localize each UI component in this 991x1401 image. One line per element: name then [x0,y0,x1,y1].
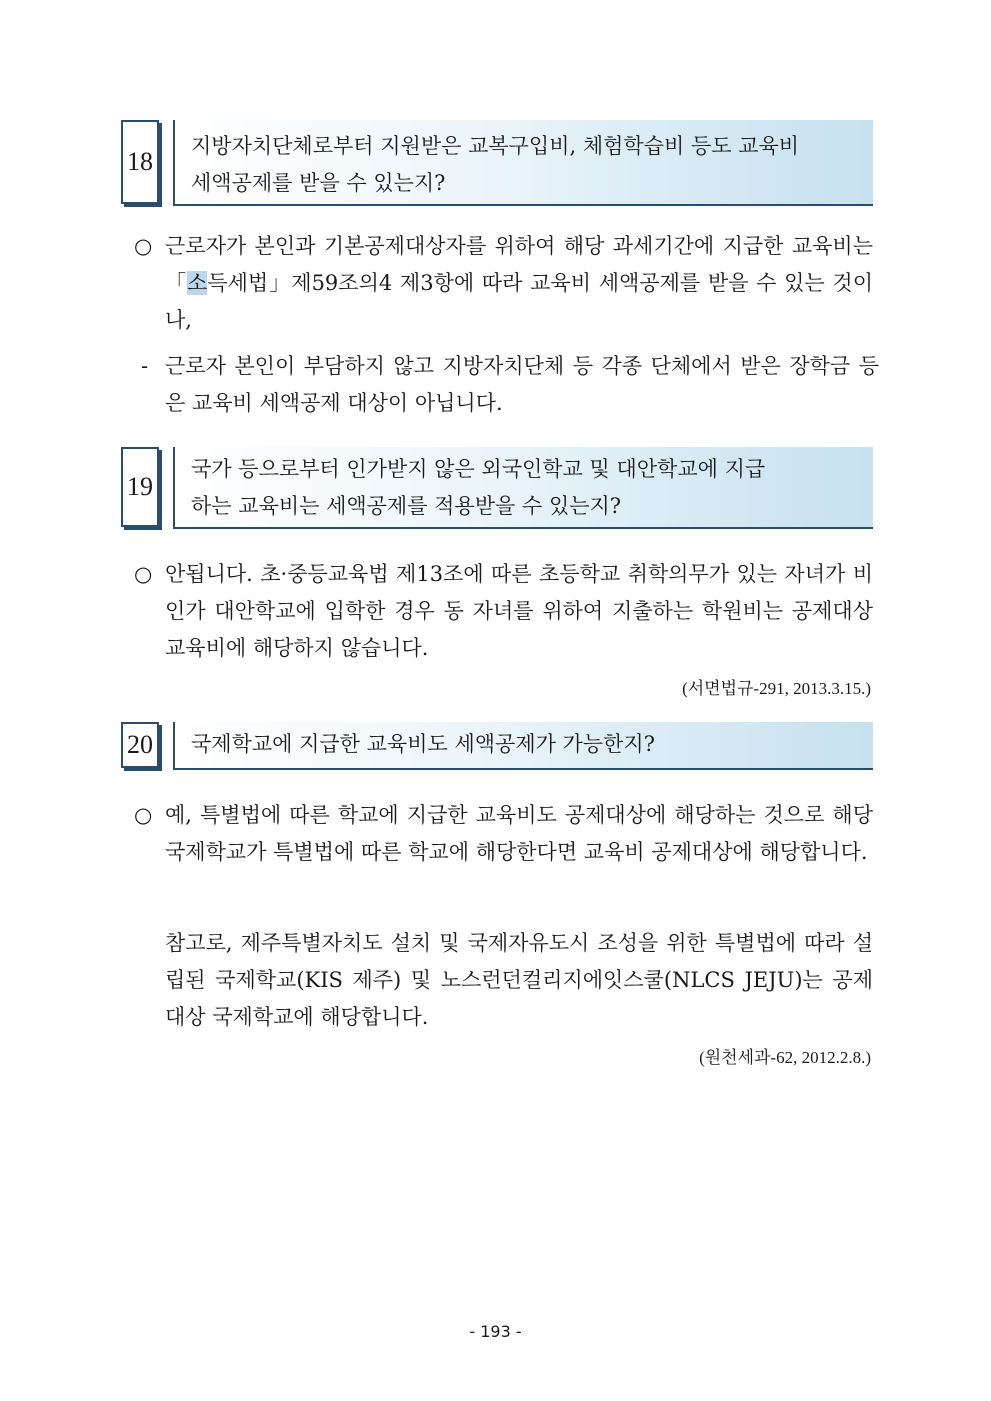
question-line: 국가 등으로부터 인가받지 않은 외국인학교 및 대안학교에 지급 [191,457,766,481]
question-20 [121,722,873,770]
question-line: 하는 교육비는 세액공제를 적용받을 수 있는지? [191,494,622,518]
page-number: - 193 - [469,1322,522,1341]
answer-paragraph [165,228,873,339]
citation: (서면법규-291, 2013.3.15.) [682,679,871,698]
citation: (원천세과-62, 2012.2.8.) [699,1048,871,1067]
circle-bullet: ○ [134,562,153,586]
question-19 [121,447,873,529]
answer-paragraph: 참고로, 제주특별자치도 설치 및 국제자유도시 조성을 위한 특별법에 따라 설립된 국제학교(KIS 제주) 및 노스런던컬리지에잇스쿨(NLCS JEJU)는 공제대상 국제학교에 해당합니다. [165,931,873,1029]
circle-bullet: ○ [134,234,153,258]
question-line: 지방자치단체로부터 지원받은 교복구입비, 체험학습비 등도 교육비 [191,134,800,158]
answer-text: 근로자가 본인과 기본공제대상자를 위하여 해당 과세기간에 지급한 교육비는「 [165,234,873,295]
question-line: 국제학교에 지급한 교육비도 세액공제가 가능한지? [191,732,655,756]
question-text [173,722,873,770]
question-line: 세액공제를 받을 수 있는지? [191,171,446,195]
question-18 [121,120,873,206]
answer-paragraph: 예, 특별법에 따른 학교에 지급한 교육비도 공제대상에 해당하는 것으로 해당 국제학교가 특별법에 따른 학교에 해당한다면 교육비 공제대상에 해당합니다. [165,803,873,864]
question-number: 19 [121,447,159,527]
circle-bullet: ○ [134,803,153,827]
dash-bullet: - [141,354,149,378]
answer-text: 득세법」제59조의4 제3항에 따라 교육비 세액공제를 받을 수 있는 것이나, [165,271,874,332]
answer-paragraph: 안됩니다. 초·중등교육법 제13조에 따른 초등학교 취학의무가 있는 자녀가 비인가 대안학교에 입학한 경우 동 자녀를 위하여 지출하는 학원비는 공제대상 교육비에 해당하지 않습니다. [165,562,873,660]
question-number: 18 [121,120,159,204]
highlighted-text: 소 [187,271,208,295]
question-text [173,120,873,206]
answer-paragraph: 근로자 본인이 부담하지 않고 지방자치단체 등 각종 단체에서 받은 장학금 등은 교육비 세액공제 대상이 아닙니다. [165,354,879,415]
question-number: 20 [121,722,159,768]
question-text [173,447,873,529]
